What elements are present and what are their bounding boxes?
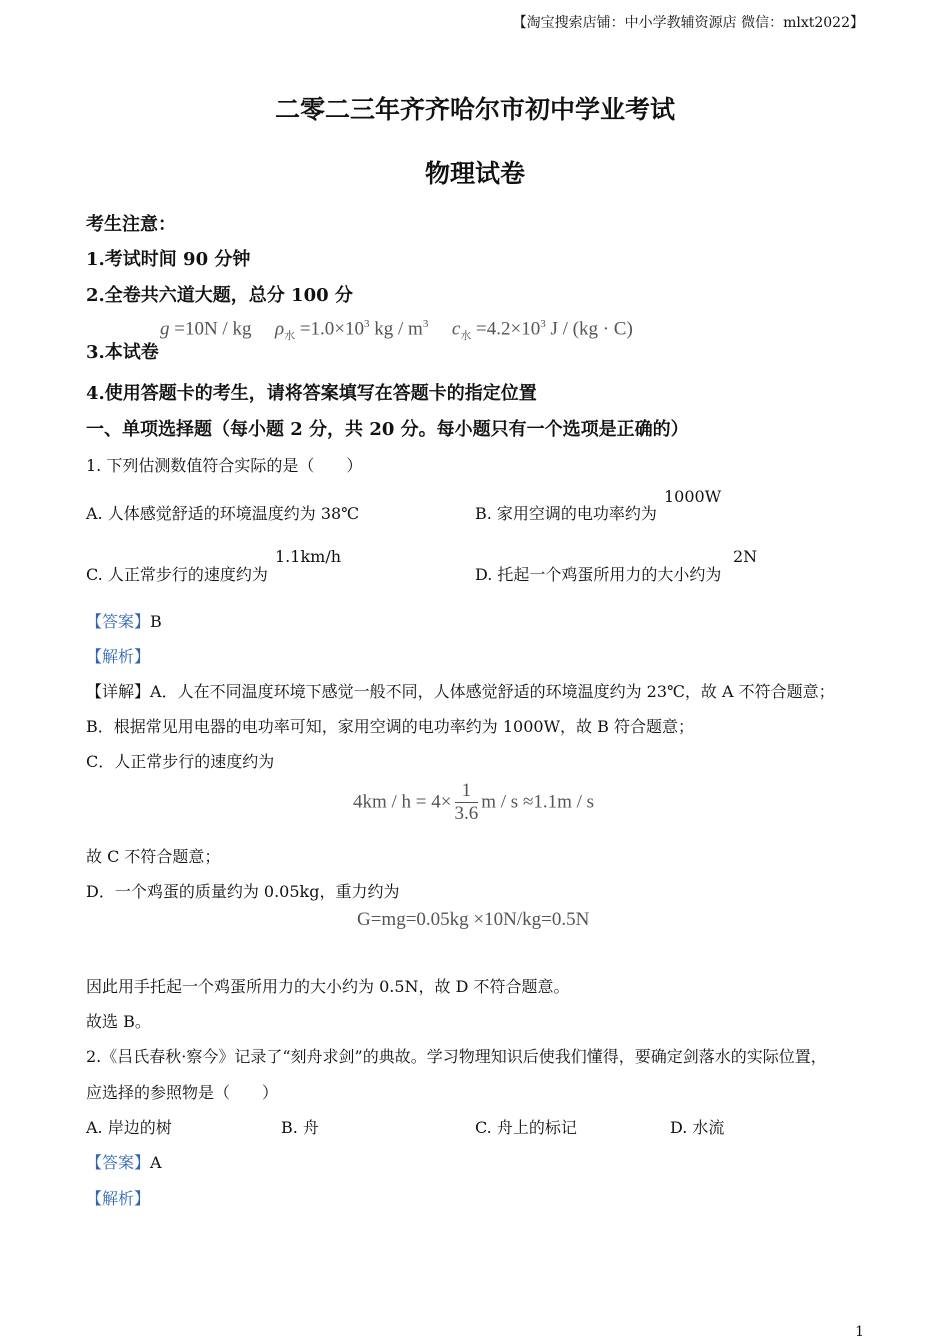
q1-option-d-value: 2N [733, 547, 758, 566]
q1-option-c: C. 人正常步行的速度约为 [86, 565, 268, 584]
q1-answer [86, 609, 162, 632]
c-unit: J / (kg · C) [550, 318, 633, 340]
formula-c-numerator: 1 [455, 780, 479, 803]
q1-option-a: A. 人体感觉舒适的环境温度约为 38℃ [86, 504, 360, 523]
q2-option-c: C. 舟上的标记 [475, 1118, 577, 1137]
q2-stem-line-1: 2.《吕氏春秋·察今》记录了“刻舟求剑”的典故。学习物理知识后使我们懂得，要确定剑落水的实际位置， [86, 1047, 827, 1066]
exam-subtitle: 物理试卷 [424, 159, 525, 188]
q1-formula-c [353, 780, 594, 825]
c-exponent: 3 [540, 318, 546, 330]
notice-heading: 考生注意： [86, 214, 176, 235]
rho-symbol: ρ [274, 318, 285, 340]
answer-label: 【答案】 [86, 612, 151, 631]
detail-label: 【详解】 [86, 682, 151, 701]
exam-title: 二零二三年齐齐哈尔市初中学业考试 [274, 95, 675, 124]
rho-unit-exponent: 3 [422, 318, 429, 330]
formula-c-fraction [455, 780, 479, 825]
q2-stem-line-2: 应选择的参照物是（ ） [86, 1083, 279, 1102]
notice-item-3-constants [160, 318, 633, 343]
q2-option-d: D. 水流 [670, 1118, 725, 1137]
answer-label: 【答案】 [86, 1153, 151, 1172]
q1-detail-c-end: 故 C 不符合题意； [86, 847, 221, 866]
c-value: =4.2×10 [476, 318, 541, 340]
q1-stem: 1. 下列估测数值符合实际的是（ ） [86, 456, 363, 475]
q1-detail-a [86, 679, 835, 702]
notice-item-4: 4.使用答题卡的考生，请将答案填写在答题卡的指定位置 [86, 383, 537, 404]
answer-value: B [150, 612, 162, 631]
section-1-heading: 一、单项选择题（每小题 2 分，共 20 分。每小题只有一个选项是正确的） [86, 419, 689, 440]
q2-option-b: B. 舟 [281, 1118, 319, 1137]
rho-value: =1.0×10 [299, 318, 365, 340]
formula-c-right: m / s ≈1.1m / s [481, 791, 595, 813]
q1-option-c-value: 1.1km/h [275, 547, 342, 566]
q1-option-b-value: 1000W [664, 487, 722, 506]
notice-item-1: 1.考试时间 90 分钟 [86, 249, 251, 270]
c-symbol: c [451, 318, 461, 340]
q1-formula-d: G=mg=0.05kg ×10N/kg=0.5N [357, 909, 590, 930]
notice-item-3-label: 3.本试卷 [86, 342, 159, 363]
q1-option-d: D. 托起一个鸡蛋所用力的大小约为 [475, 565, 722, 584]
g-symbol: g [160, 318, 170, 340]
notice-item-2: 2.全卷共六道大题，总分 100 分 [86, 285, 353, 306]
page-number: 1 [855, 1324, 864, 1340]
q1-detail-c: C．人正常步行的速度约为 [86, 752, 275, 771]
q2-analysis-label: 【解析】 [86, 1189, 151, 1208]
rho-unit: kg / m [374, 318, 423, 340]
rho-exponent: 3 [364, 318, 370, 330]
header-note: 【淘宝搜索店铺：中小学教辅资源店 微信：mlxt2022】 [512, 15, 864, 31]
c-subscript: 水 [460, 330, 472, 343]
answer-value: A [150, 1153, 162, 1172]
rho-subscript: 水 [284, 330, 296, 343]
q1-detail-b: B．根据常见用电器的电功率可知，家用空调的电功率约为 1000W，故 B 符合题意； [86, 717, 694, 736]
q2-option-a: A. 岸边的树 [86, 1118, 172, 1137]
q1-analysis-label: 【解析】 [86, 647, 151, 666]
q2-answer [86, 1150, 162, 1173]
detail-a-text: A．人在不同温度环境下感觉一般不同，人体感觉舒适的环境温度约为 23℃，故 A 不符合题意； [150, 682, 835, 701]
q1-option-b: B. 家用空调的电功率约为 [475, 504, 657, 523]
q1-detail-d: D．一个鸡蛋的质量约为 0.05kg，重力约为 [86, 882, 400, 901]
formula-c-denominator: 3.6 [454, 803, 479, 824]
g-value: =10N / kg [174, 318, 252, 340]
q1-detail-d-end: 因此用手托起一个鸡蛋所用力的大小约为 0.5N，故 D 不符合题意。 [86, 977, 570, 996]
q1-conclusion: 故选 B。 [86, 1012, 151, 1031]
formula-c-left: 4km / h = 4× [353, 791, 452, 813]
